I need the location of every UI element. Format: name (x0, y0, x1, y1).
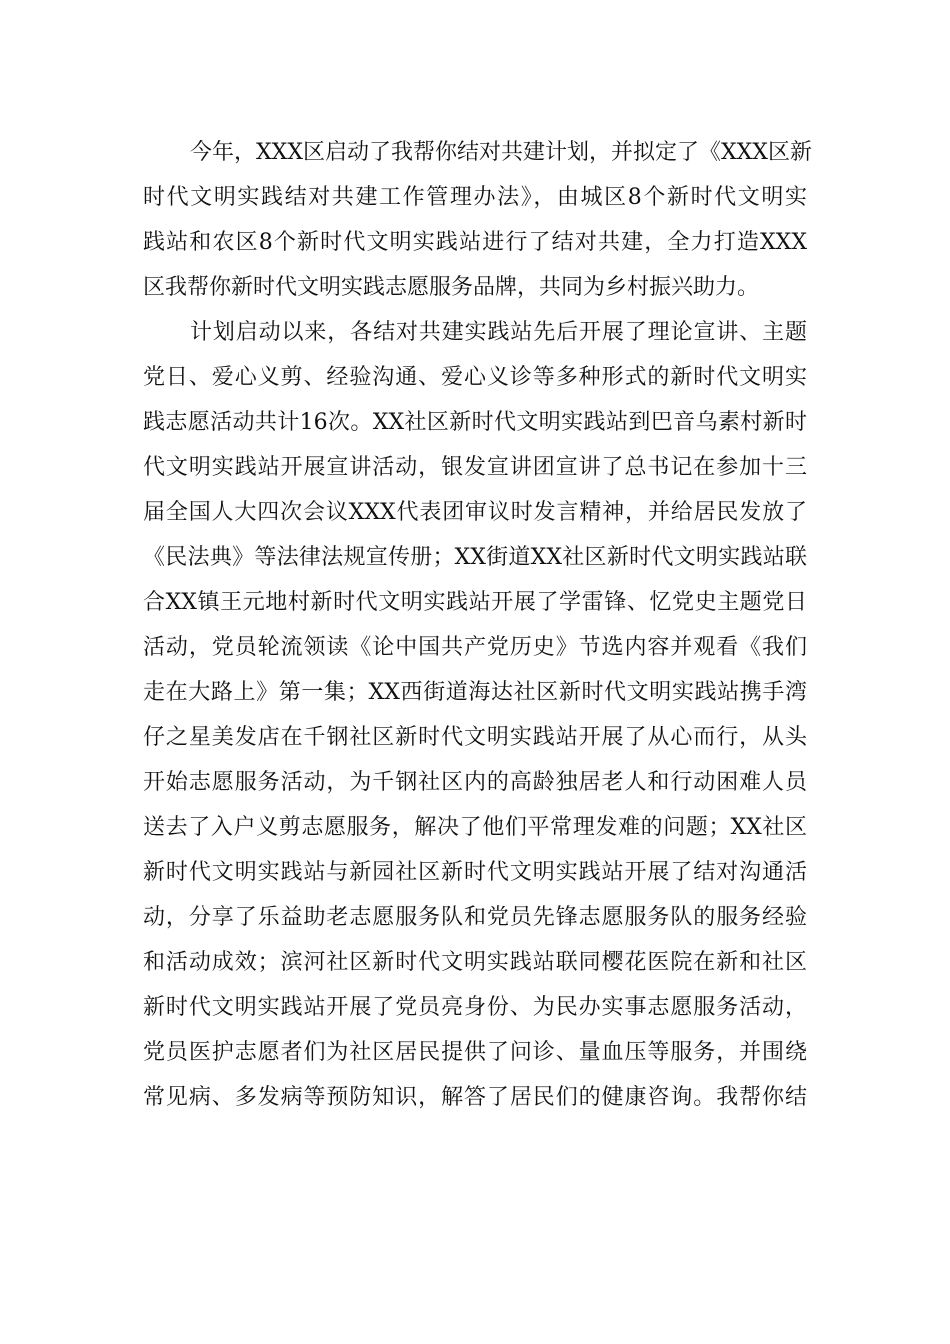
text-line: 《民法典》等法律法规宣传册；XX街道XX社区新时代文明实践站联 (143, 545, 807, 570)
text-line: 届全国人大四次会议XXX代表团审议时发言精神，并给居民发放了 (143, 500, 807, 525)
text-line: 新时代文明实践站开展了党员亮身份、为民办实事志愿服务活动， (143, 995, 807, 1020)
text-line: 区我帮你新时代文明实践志愿服务品牌，共同为乡村振兴助力。 (143, 275, 760, 300)
text-line: 合XX镇王元地村新时代文明实践站开展了学雷锋、忆党史主题党日 (143, 590, 807, 615)
text-line: 走在大路上》第一集；XX西街道海达社区新时代文明实践站携手湾 (143, 680, 807, 705)
text-line: 计划启动以来，各结对共建实践站先后开展了理论宣讲、主题 (190, 320, 807, 345)
text-line: 党日、爱心义剪、经验沟通、爱心义诊等多种形式的新时代文明实 (143, 365, 807, 390)
text-line: 党员医护志愿者们为社区居民提供了问诊、量血压等服务，并围绕 (143, 1040, 807, 1065)
text-line: 常见病、多发病等预防知识，解答了居民们的健康咨询。我帮你结 (143, 1085, 807, 1110)
text-line: 践站和农区8个新时代文明实践站进行了结对共建，全力打造XXX (143, 230, 807, 255)
paragraph-1 (143, 130, 812, 310)
paragraph-2 (143, 310, 807, 1120)
text-line: 践志愿活动共计16次。XX社区新时代文明实践站到巴音乌素村新时 (143, 410, 807, 435)
document-body (143, 130, 812, 1120)
text-line: 和活动成效；滨河社区新时代文明实践站联同樱花医院在新和社区 (143, 950, 807, 975)
text-line: 时代文明实践结对共建工作管理办法》，由城区8个新时代文明实 (143, 185, 807, 210)
text-line: 动，分享了乐益助老志愿服务队和党员先锋志愿服务队的服务经验 (143, 905, 807, 930)
text-line: 今年，XXX区启动了我帮你结对共建计划，并拟定了《XXX区新 (190, 140, 812, 165)
text-line: 活动，党员轮流领读《论中国共产党历史》节选内容并观看《我们 (143, 635, 807, 660)
text-line: 开始志愿服务活动，为千钢社区内的高龄独居老人和行动困难人员 (143, 770, 807, 795)
text-line: 新时代文明实践站与新园社区新时代文明实践站开展了结对沟通活 (143, 860, 807, 885)
text-line: 代文明实践站开展宣讲活动，银发宣讲团宣讲了总书记在参加十三 (143, 455, 807, 480)
text-line: 送去了入户义剪志愿服务，解决了他们平常理发难的问题；XX社区 (143, 815, 807, 840)
text-line: 仔之星美发店在千钢社区新时代文明实践站开展了从心而行，从头 (143, 725, 807, 750)
